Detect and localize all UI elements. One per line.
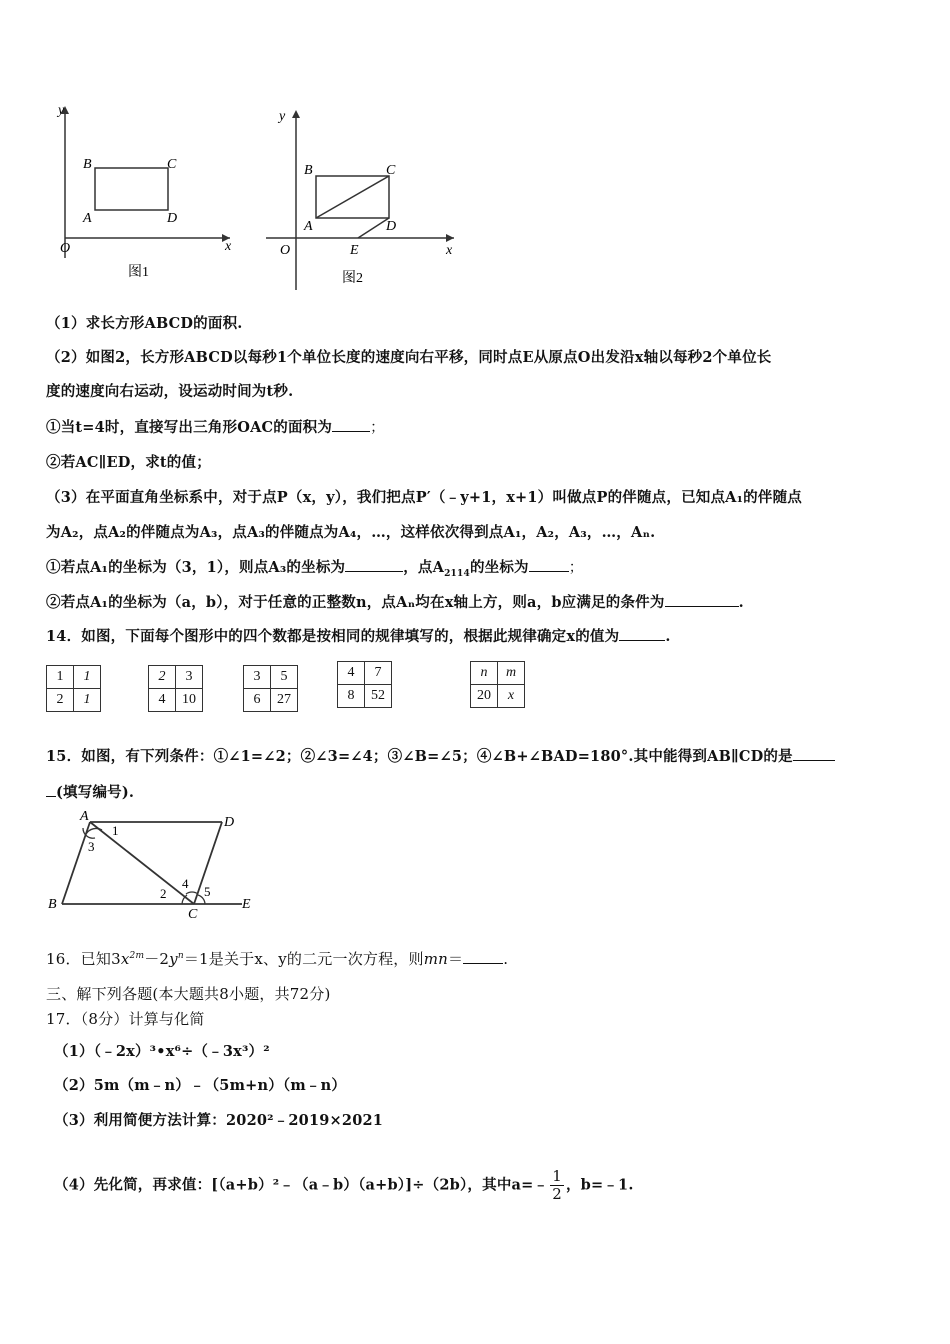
q13-part2-line1: （2）如图2，长方形ABCD以每秒1个单位长度的速度向右平移，同时点E从原点O出发沿x轴以每秒2个单位长 [46, 349, 772, 366]
q15-label-d: D [224, 815, 235, 830]
q17-sub4 [54, 1168, 634, 1203]
q13-part2-item1 [46, 416, 385, 437]
grid-cell: 2 [47, 689, 74, 712]
q15-text-body: 15．如图，有下列条件：①∠1=∠2；②∠3=∠4；③∠B=∠5；④∠B+∠BAD=180°.其中能得到AB∥CD的是 [46, 748, 793, 765]
grid-cell: 20 [471, 685, 498, 708]
grid-cell: x [498, 685, 525, 708]
q16-eq: ＝ [448, 950, 464, 968]
q13-part2-line2: 度的速度向右运动，设运动时间为t秒. [46, 383, 294, 400]
q15-angle-4: 4 [182, 876, 189, 891]
fig2-label-e: E [350, 243, 359, 258]
fig1-label-x: x [225, 239, 232, 254]
fraction [550, 1168, 564, 1203]
fig2-label-d: D [386, 219, 397, 234]
q14-text [46, 625, 671, 646]
q15-label-e: E [242, 897, 251, 912]
fig1-label-y: y [58, 103, 65, 118]
grid-cell: n [471, 662, 498, 685]
q14-text-body: 14．如图，下面每个图形中的四个数都是按相同的规律填写的，根据此规律确定x的值为 [46, 628, 620, 645]
q16-end: . [503, 950, 509, 968]
fig1-label-c: C [167, 157, 177, 172]
fig1-caption: 图1 [128, 265, 149, 280]
q13-part3-item2 [46, 591, 744, 612]
q16-y: y [169, 950, 178, 968]
q13-part3-item1-tail: 的坐标为 [469, 559, 529, 576]
q16-pre: 16．已知3 [46, 950, 121, 968]
q13-part3-item1-sub: 2114 [444, 568, 470, 579]
grid-cell: 7 [365, 662, 392, 685]
q15-angle-3: 3 [88, 839, 95, 854]
q16-sup1: 2m [129, 951, 145, 961]
q15-angle-1: 1 [112, 823, 119, 838]
q13-part3-item1 [46, 556, 583, 579]
grid-cell: 8 [338, 685, 365, 708]
fig1-label-o: O [60, 241, 71, 256]
q17-sub4-text: （4）先化简，再求值：[（a+b）²﹣（a﹣b）（a+b）]÷（2b），其中a=﹣ [54, 1176, 549, 1194]
q15-text-line2 [46, 781, 134, 802]
fig1-label-a: A [83, 211, 92, 226]
fig1-label-b: B [83, 157, 92, 172]
fraction-denominator: 2 [552, 1185, 562, 1203]
grid-cell: 5 [271, 666, 298, 689]
q16-text [46, 948, 508, 969]
grid-cell: 4 [338, 662, 365, 685]
fig2-label-o: O [280, 243, 291, 258]
q13-part3-item1-end: ； [568, 560, 584, 576]
fig2-caption: 图2 [342, 271, 363, 286]
fig2-label-c: C [386, 163, 396, 178]
q17-sub3: （3）利用简便方法计算：2020²﹣2019×2021 [54, 1112, 384, 1129]
figure-2 [262, 104, 462, 294]
q15-angle-5: 5 [204, 884, 211, 899]
q13-part3-item1-mid: ，点A [403, 559, 445, 576]
q16-mn: mn [423, 950, 449, 968]
grid-cell: 6 [244, 689, 271, 712]
section-3-heading: 三、解下列各题(本大题共8小题，共72分) [46, 985, 331, 1003]
grid-cell: 10 [176, 689, 203, 712]
q15-label-a: A [80, 809, 89, 824]
q15-figure [42, 808, 272, 923]
q13-part3-item2-end: . [738, 594, 744, 611]
answer-blank[interactable] [529, 557, 569, 572]
q13-part2-item1-text: ①当t=4时，直接写出三角形OAC的面积为 [46, 419, 333, 436]
q14-grid-2 [148, 665, 203, 712]
q14-grid-1 [46, 665, 101, 712]
grid-cell: 27 [271, 689, 298, 712]
grid-cell: 1 [47, 666, 74, 689]
q16-post: ＝1是关于x、y的二元一次方程，则 [183, 950, 424, 968]
answer-blank[interactable] [46, 782, 56, 797]
q13-part3-item1-text: ①若点A₁的坐标为（3，1），则点A₃的坐标为 [46, 559, 346, 576]
answer-blank[interactable] [332, 417, 370, 432]
q13-part3-item2-text: ②若点A₁的坐标为（a，b），对于任意的正整数n，点Aₙ均在x轴上方，则a，b应满足的条件为 [46, 594, 665, 611]
q13-part1: （1）求长方形ABCD的面积. [46, 315, 243, 332]
grid-cell: 1 [74, 666, 101, 689]
fig1-label-d: D [167, 211, 178, 226]
q16-x: x [120, 950, 130, 968]
fig2-label-a: A [304, 219, 313, 234]
q13-part3-line2: 为A₂，点A₂的伴随点为A₃，点A₃的伴随点为A₄，…，这样依次得到点A₁，A₂，A₃，…，Aₙ. [46, 524, 656, 541]
grid-cell: m [498, 662, 525, 685]
q17-title: 17．（8分）计算与化简 [46, 1010, 205, 1028]
q13-part3-line1: （3）在平面直角坐标系中，对于点P（x，y），我们把点P′（﹣y+1，x+1）叫做点P的伴随点，已知点A₁的伴随点 [46, 489, 802, 506]
q15-text-line2-body: (填写编号). [56, 784, 135, 801]
fig2-label-y: y [279, 109, 286, 124]
figure-1 [40, 98, 240, 288]
q16-mid: －2 [144, 950, 170, 968]
fig2-label-x: x [446, 243, 453, 258]
q16-sup2: n [177, 951, 184, 961]
grid-cell: 2 [149, 666, 176, 689]
answer-blank[interactable] [665, 592, 739, 607]
q14-text-end: . [665, 628, 671, 645]
q13-part2-item1-end: ； [370, 420, 385, 436]
q15-label-b: B [48, 897, 57, 912]
grid-cell: 1 [74, 689, 101, 712]
fig2-label-b: B [304, 163, 313, 178]
q13-part2-item2: ②若AC∥ED，求t的值； [46, 454, 211, 471]
answer-blank[interactable] [463, 949, 503, 964]
q14-grid-3 [243, 665, 298, 712]
q17-sub1: （1）（﹣2x）³•x⁶÷（﹣3x³）² [54, 1043, 270, 1060]
q17-sub2: （2）5m（m﹣n）﹣（5m+n）（m﹣n） [54, 1077, 347, 1094]
q15-text [46, 745, 835, 766]
q14-grid-4 [337, 661, 392, 708]
fraction-numerator: 1 [552, 1167, 562, 1185]
answer-blank[interactable] [345, 557, 403, 572]
q14-grid-5 [470, 661, 525, 708]
grid-cell: 3 [244, 666, 271, 689]
answer-blank[interactable] [619, 626, 665, 641]
grid-cell: 3 [176, 666, 203, 689]
q15-label-c: C [188, 907, 198, 922]
answer-blank[interactable] [793, 746, 835, 761]
grid-cell: 4 [149, 689, 176, 712]
grid-cell: 52 [365, 685, 392, 708]
q17-sub4-end: ，b=﹣1. [565, 1176, 634, 1194]
q15-angle-2: 2 [160, 886, 167, 901]
